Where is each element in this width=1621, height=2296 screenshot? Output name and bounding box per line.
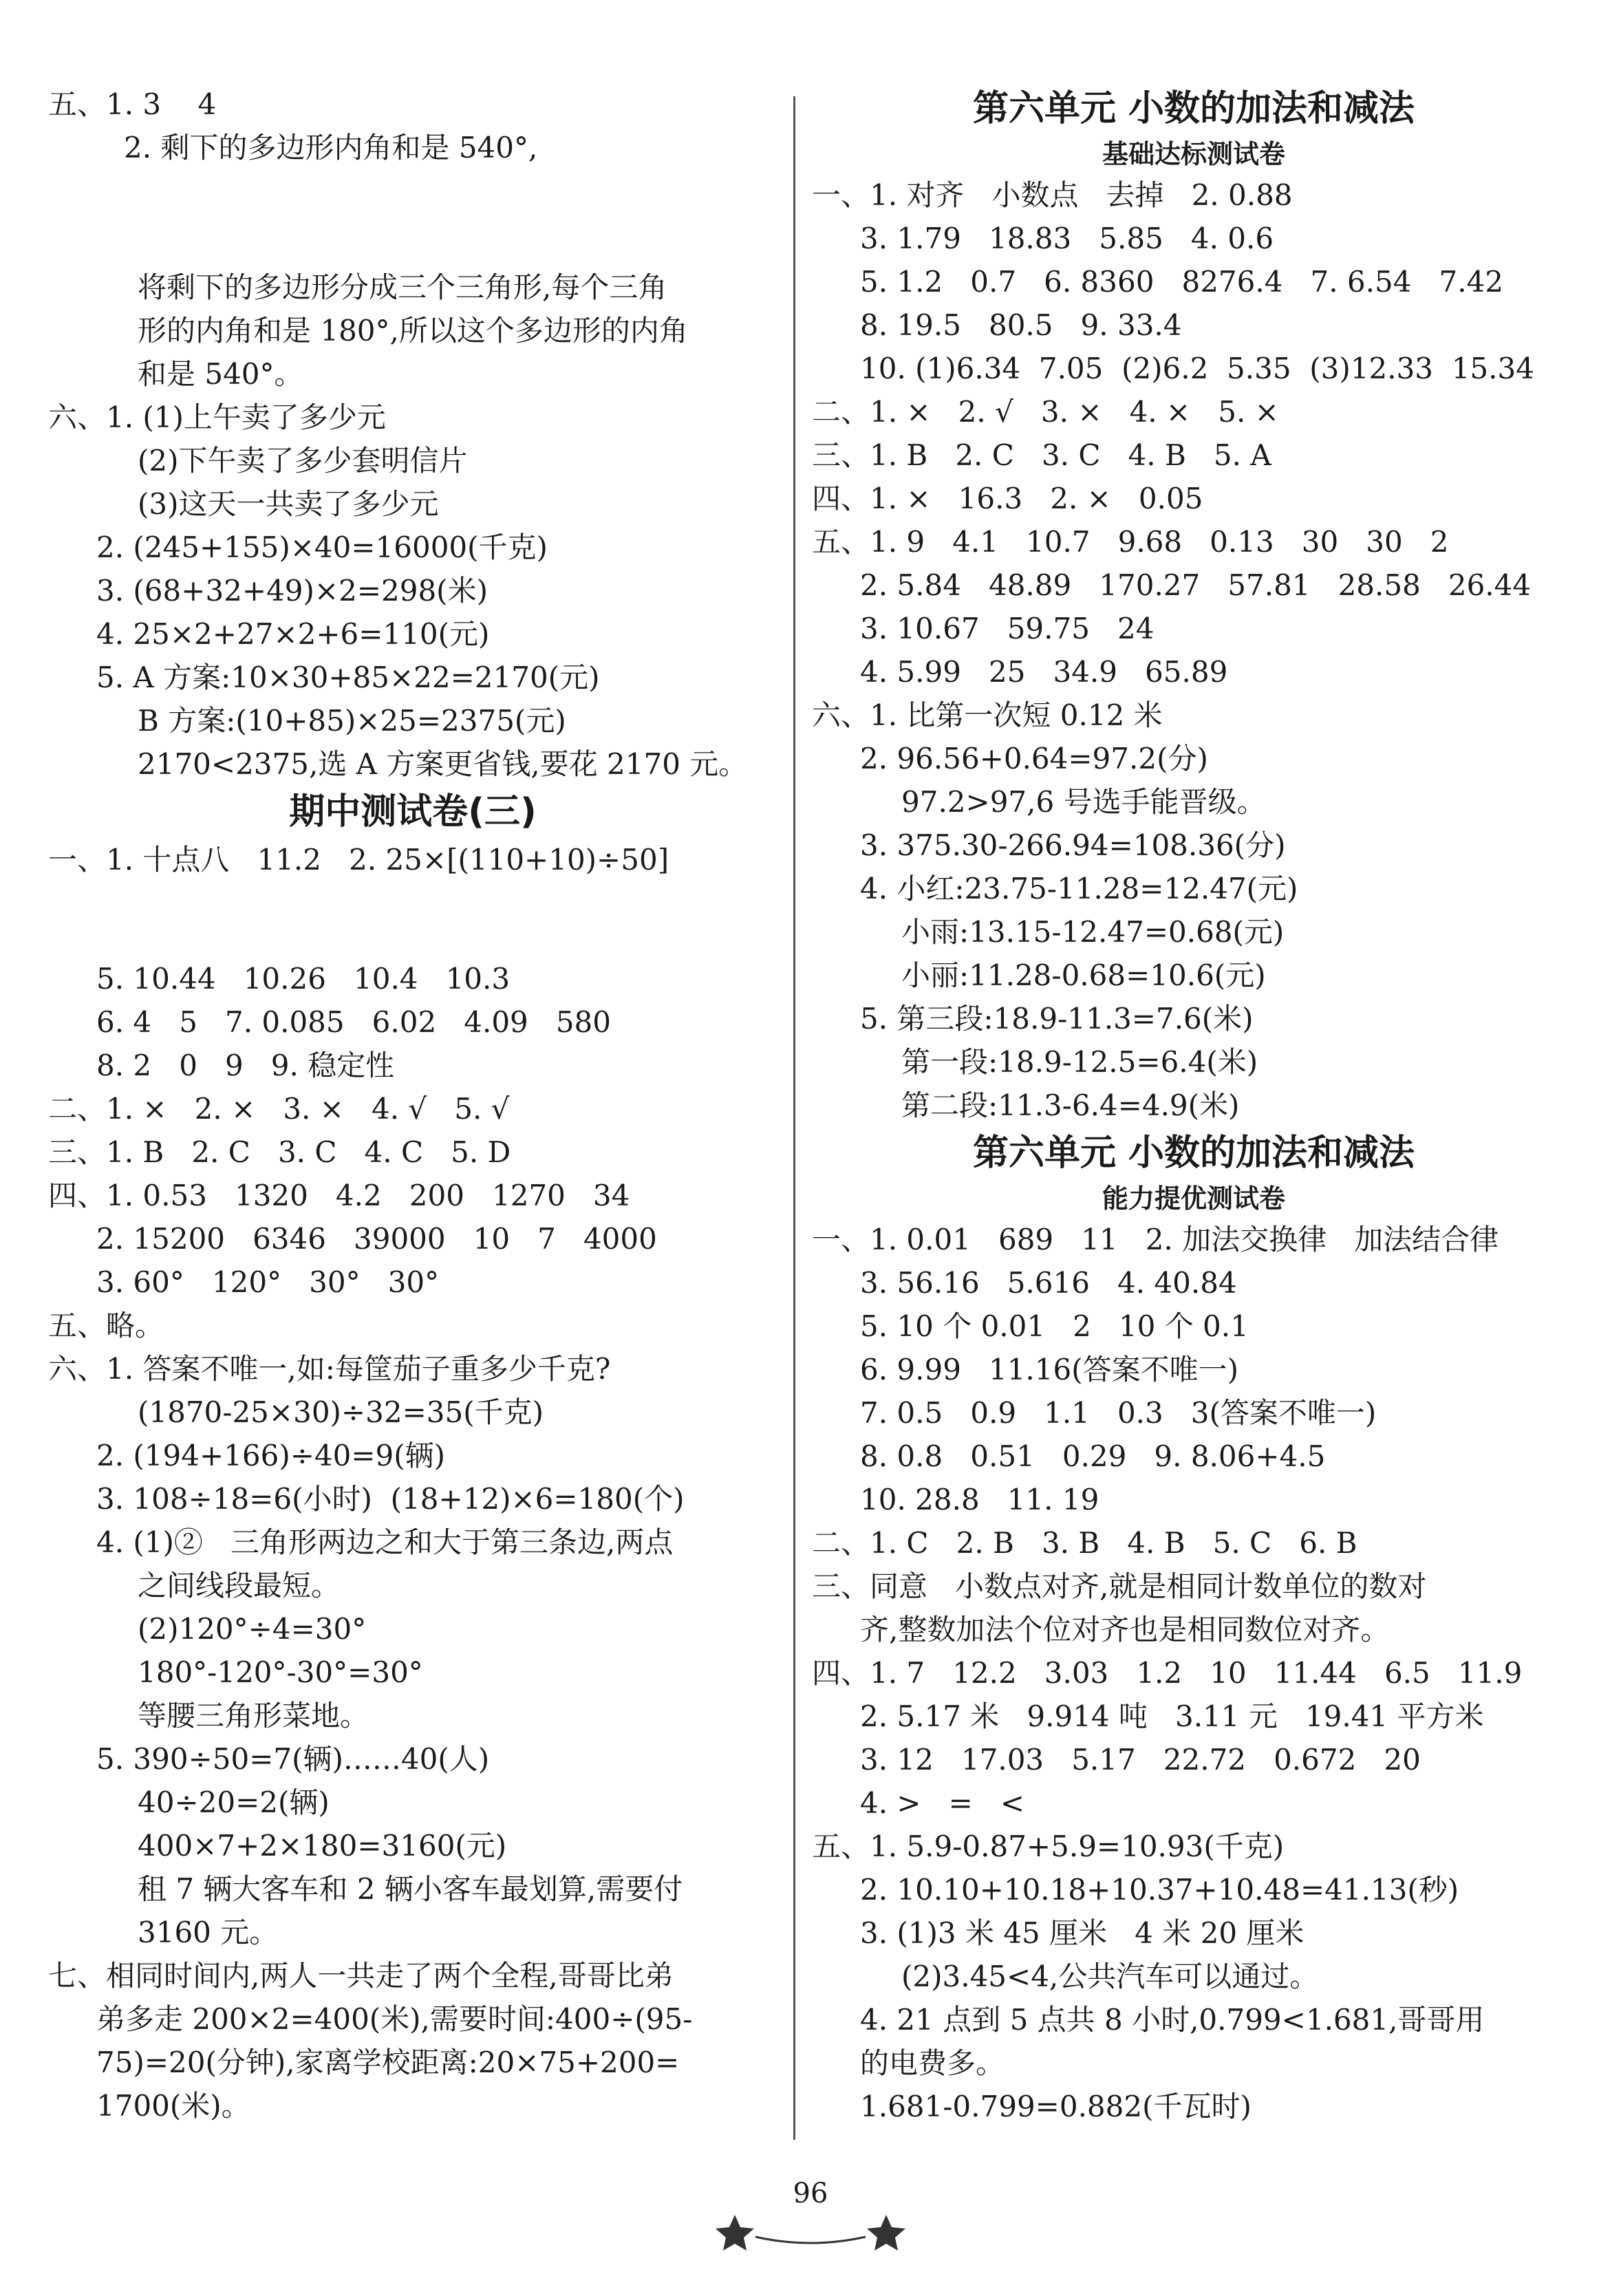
figure-row xyxy=(48,169,777,266)
answer-line: 五、1. 5.9-0.87+5.9=10.93(千克) xyxy=(812,1830,1285,1863)
answer-line: 三、1. B 2. C 3. C 4. B 5. A xyxy=(812,438,1271,472)
answer-line: 3. 12 17.03 5.17 22.72 0.672 20 xyxy=(860,1743,1421,1777)
answer-line: 齐,整数加法个位对齐也是相同数位对齐。 xyxy=(860,1613,1390,1646)
answer-line: 六、1. (1)上午卖了多少元 xyxy=(48,400,386,434)
answer-line: (1870-25×30)÷32=35(千克) xyxy=(138,1395,544,1429)
answer-line: 75)=20(分钟),家离学校距离:20×75+200= xyxy=(96,2046,680,2079)
answer-line: 2. 剩下的多边形内角和是 540°, xyxy=(96,131,538,164)
answer-line: 一、1. 0.01 689 11 2. 加法交换律 加法结合律 xyxy=(812,1223,1499,1256)
answer-line: 弟多走 200×2=400(米),需要时间:400÷(95- xyxy=(96,2002,693,2036)
answer-line: 五、1. 9 4.1 10.7 9.68 0.13 30 30 2 xyxy=(812,525,1449,559)
answer-line: 3. (1)3 米 45 厘米 4 米 20 厘米 xyxy=(860,1916,1305,1950)
answer-line: 3. 1.79 18.83 5.85 4. 0.6 xyxy=(860,222,1274,255)
answer-line: 四、1. 0.53 1320 4.2 200 1270 34 xyxy=(48,1179,630,1212)
unit-title: 第六单元 小数的加法和减法 xyxy=(972,1133,1415,1174)
answer-line: 小雨:13.15-12.47=0.68(元) xyxy=(901,915,1285,949)
answer-line: 1.681-0.799=0.882(千瓦时) xyxy=(860,2090,1252,2123)
answer-line: (3)这天一共卖了多少元 xyxy=(138,487,439,521)
answer-line: 二、1. × 2. × 3. × 4. √ 5. √ xyxy=(48,1092,510,1126)
answer-line: 2. (245+155)×40=16000(千克) xyxy=(96,530,548,564)
answer-line: 4. > = < xyxy=(860,1786,1025,1820)
unit-subtitle: 基础达标测试卷 xyxy=(1102,139,1285,169)
answer-line: 3. 375.30-266.94=108.36(分) xyxy=(860,828,1286,862)
answer-line: 第一段:18.9-12.5=6.4(米) xyxy=(901,1045,1258,1079)
answer-line: 六、1. 比第一次短 0.12 米 xyxy=(812,698,1163,732)
answer-line: 4. 25×2+27×2+6=110(元) xyxy=(96,617,490,651)
answer-line: 5. 390÷50=7(辆)……40(人) xyxy=(96,1742,490,1776)
answer-line: 等腰三角形菜地。 xyxy=(138,1699,369,1732)
answer-line: 5. 10 个 0.01 2 10 个 0.1 xyxy=(860,1309,1249,1343)
answer-line: 一、1. 十点八 11.2 2. 25×[(110+10)÷50] xyxy=(48,843,669,877)
answer-line: 二、1. C 2. B 3. B 4. B 5. C 6. B xyxy=(812,1526,1357,1560)
answer-line: 1700(米)。 xyxy=(96,2089,250,2123)
answer-line: 5. 第三段:18.9-11.3=7.6(米) xyxy=(860,1002,1254,1036)
answer-line: 之间线段最短。 xyxy=(138,1569,341,1602)
answer-line: 3. (68+32+49)×2=298(米) xyxy=(96,574,488,608)
star-ornament-icon xyxy=(707,2209,914,2251)
answer-line: 2. 10.10+10.18+10.37+10.48=41.13(秒) xyxy=(860,1873,1459,1907)
answer-line: 97.2>97,6 号选手能晋级。 xyxy=(901,785,1266,819)
answer-line: 五、略。 xyxy=(48,1309,164,1342)
answer-line: 五、1. 3 4 xyxy=(48,87,217,121)
answer-line: 8. 19.5 80.5 9. 33.4 xyxy=(860,308,1182,342)
answer-line: 四、1. × 16.3 2. × 0.05 xyxy=(812,482,1203,515)
answer-line: 二、1. × 2. √ 3. × 4. × 5. × xyxy=(812,395,1279,429)
answer-line: 2. 5.84 48.89 170.27 57.81 28.58 26.44 xyxy=(860,568,1532,602)
page-footer xyxy=(0,2178,1621,2251)
page-number: 96 xyxy=(793,2178,828,2209)
answer-line: 四、1. 7 12.2 3.03 1.2 10 11.44 6.5 11.9 xyxy=(812,1656,1523,1690)
column-divider xyxy=(793,96,795,2140)
answer-line: 的电费多。 xyxy=(860,2046,1005,2080)
answer-line: 40÷20=2(辆) xyxy=(138,1785,330,1819)
answer-line: B 方案:(10+85)×25=2375(元) xyxy=(138,704,566,738)
answer-line: 3. 60° 120° 30° 30° xyxy=(96,1265,440,1299)
answer-line: 2170<2375,选 A 方案更省钱,要花 2170 元。 xyxy=(138,747,748,781)
answer-line: 租 7 辆大客车和 2 辆小客车最划算,需要付 xyxy=(138,1872,683,1906)
answer-line: 5. 10.44 10.26 10.4 10.3 xyxy=(96,962,511,996)
answer-line: 2. 15200 6346 39000 10 7 4000 xyxy=(96,1222,657,1256)
answer-line: 三、1. B 2. C 3. C 4. C 5. D xyxy=(48,1135,511,1169)
answer-line: (2)3.45<4,公共汽车可以通过。 xyxy=(901,1960,1319,1993)
answer-line: 第二段:11.3-6.4=4.9(米) xyxy=(901,1088,1240,1122)
answer-line: 7. 0.5 0.9 1.1 0.3 3(答案不唯一) xyxy=(860,1396,1377,1430)
unit-subtitle: 能力提优测试卷 xyxy=(1102,1183,1285,1214)
answer-line: 400×7+2×180=3160(元) xyxy=(138,1829,507,1863)
answer-line: 6. 9.99 11.16(答案不唯一) xyxy=(860,1353,1238,1386)
answer-line: 和是 540°。 xyxy=(138,357,303,391)
answer-line: 小丽:11.28-0.68=10.6(元) xyxy=(901,958,1266,992)
answer-line: 形的内角和是 180°,所以这个多边形的内角 xyxy=(138,314,688,347)
answer-line: 6. 4 5 7. 0.085 6.02 4.09 580 xyxy=(96,1005,611,1039)
answer-line: 2. (194+166)÷40=9(辆) xyxy=(96,1439,446,1472)
answer-line: 将剩下的多边形分成三个三角形,每个三角 xyxy=(138,270,667,304)
answer-line: 3. 10.67 59.75 24 xyxy=(860,612,1155,645)
answer-line: 2. 5.17 米 9.914 吨 3.11 元 19.41 平方米 xyxy=(860,1699,1484,1733)
answer-line: 8. 2 0 9 9. 稳定性 xyxy=(96,1049,395,1082)
answer-line: 4. (1)② 三角形两边之和大于第三条边,两点 xyxy=(96,1525,674,1559)
answer-line: 一、1. 对齐 小数点 去掉 2. 0.88 xyxy=(812,178,1293,212)
answer-line: 10. (1)6.34 7.05 (2)6.2 5.35 (3)12.33 15.34 xyxy=(860,352,1534,385)
answer-line: 10. 28.8 11. 19 xyxy=(860,1483,1099,1516)
right-column xyxy=(812,83,1576,2128)
answer-line: 180°-120°-30°=30° xyxy=(138,1655,423,1689)
answer-line: 七、相同时间内,两人一共走了两个全程,哥哥比弟 xyxy=(48,1959,674,1993)
answer-line: (2)120°÷4=30° xyxy=(138,1612,367,1646)
answer-line: 4. 小红:23.75-11.28=12.47(元) xyxy=(860,872,1298,905)
answer-line: 5. 1.2 0.7 6. 8360 8276.4 7. 6.54 7.42 xyxy=(860,265,1503,299)
answer-line: 4. 21 点到 5 点共 8 小时,0.799<1.681,哥哥用 xyxy=(860,2003,1485,2037)
answer-line: 三、同意 小数点对齐,就是相同计数单位的数对 xyxy=(812,1569,1427,1603)
answer-line: 3. 108÷18=6(小时) (18+12)×6=180(个) xyxy=(96,1482,685,1516)
answer-line: 8. 0.8 0.51 0.29 9. 8.06+4.5 xyxy=(860,1439,1326,1473)
fraction-row xyxy=(48,881,777,957)
left-column xyxy=(48,83,777,2127)
answer-line: (2)下午卖了多少套明信片 xyxy=(138,444,468,478)
answer-line: 3160 元。 xyxy=(138,1916,279,1949)
section-title: 期中测试卷(三) xyxy=(289,791,537,833)
answer-line: 4. 5.99 25 34.9 65.89 xyxy=(860,655,1228,689)
answer-line: 3. 56.16 5.616 4. 40.84 xyxy=(860,1266,1237,1300)
answer-line: 六、1. 答案不唯一,如:每筐茄子重多少千克? xyxy=(48,1352,611,1386)
answer-line: 2. 96.56+0.64=97.2(分) xyxy=(860,742,1208,775)
unit-title: 第六单元 小数的加法和减法 xyxy=(972,88,1415,129)
answer-line: 5. A 方案:10×30+85×22=2170(元) xyxy=(96,661,600,694)
